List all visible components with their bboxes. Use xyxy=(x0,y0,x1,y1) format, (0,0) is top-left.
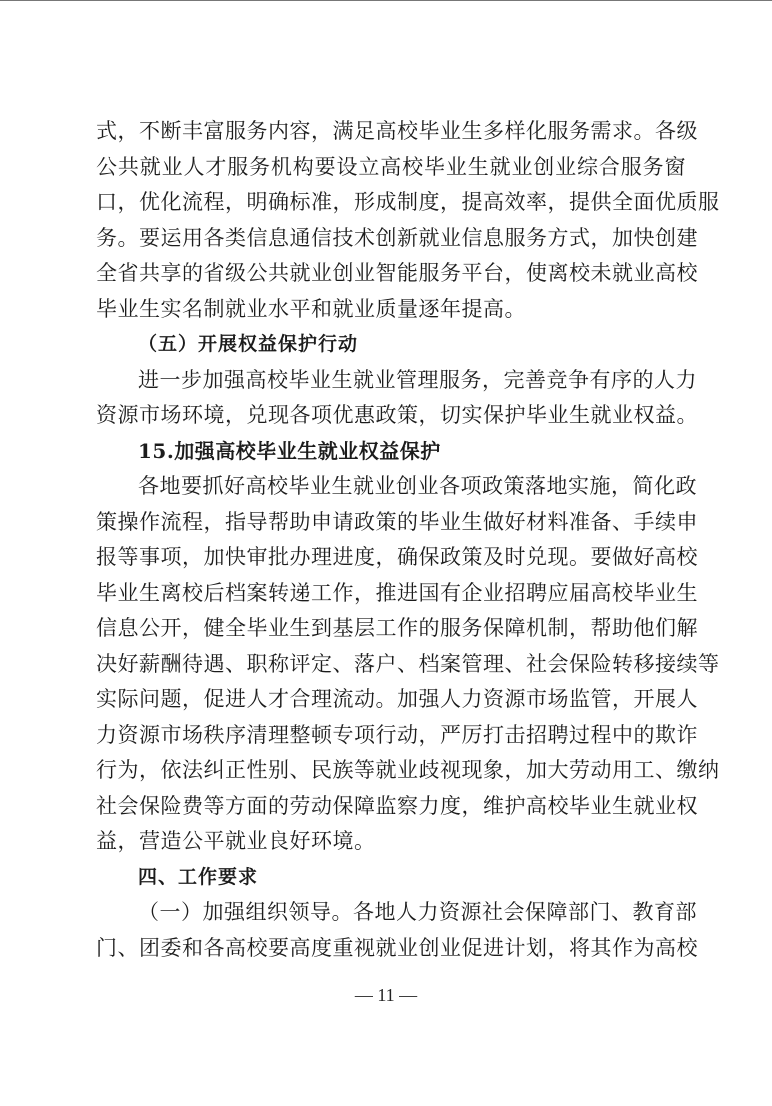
paragraph-line: 力资源市场秩序清理整顿专项行动，严厉打击招聘过程中的欺诈 xyxy=(96,722,698,747)
section-heading-work-requirements: 四、工作要求 xyxy=(138,865,259,888)
page-number: — 11 — xyxy=(354,985,418,1005)
subsection-heading-15: 15.加强高校毕业生就业权益保护 xyxy=(138,438,441,463)
paragraph-line: 策操作流程，指导帮助申请政策的毕业生做好材料准备、手续申 xyxy=(96,509,698,534)
paragraph-line: 行为，依法纠正性别、民族等就业歧视现象，加大劳动用工、缴纳 xyxy=(96,758,720,782)
paragraph-line: 式，不断丰富服务内容，满足高校毕业生多样化服务需求。各级 xyxy=(96,119,698,143)
paragraph-line: 务。要运用各类信息通信技术创新就业信息服务方式，加快创建 xyxy=(96,225,698,250)
paragraph-line: （一）加强组织领导。各地人力资源社会保障部门、教育部 xyxy=(138,900,697,924)
paragraph-line: 决好薪酬待遇、职称评定、落户、档案管理、社会保险转移接续等 xyxy=(96,651,720,676)
paragraph-line: 益，营造公平就业良好环境。 xyxy=(96,829,376,853)
paragraph-line: 门、团委和各高校要高度重视就业创业促进计划，将其作为高校 xyxy=(96,935,698,960)
paragraph-line: 报等事项，加快审批办理进度，确保政策及时兑现。要做好高校 xyxy=(96,545,698,569)
paragraph-line: 实际问题，促进人才合理流动。加强人力资源市场监管，开展人 xyxy=(96,687,698,711)
paragraph-line: 公共就业人才服务机构要设立高校毕业生就业创业综合服务窗 xyxy=(96,154,686,179)
paragraph-line: 毕业生实名制就业水平和就业质量逐年提高。 xyxy=(96,296,526,321)
section-heading-rights-protection: （五）开展权益保护行动 xyxy=(138,333,359,355)
paragraph-line: 进一步加强高校毕业生就业管理服务，完善竞争有序的人力 xyxy=(138,367,697,392)
paragraph-line: 各地要抓好高校毕业生就业创业各项政策落地实施，简化政 xyxy=(138,474,697,498)
paragraph-line: 资源市场环境，兑现各项优惠政策，切实保护毕业生就业权益。 xyxy=(96,403,698,427)
paragraph-line: 毕业生离校后档案转递工作，推进国有企业招聘应届高校毕业生 xyxy=(96,580,698,605)
paragraph-line: 信息公开，健全毕业生到基层工作的服务保障机制，帮助他们解 xyxy=(96,616,698,640)
top-border-line xyxy=(0,0,772,1)
paragraph-line: 口，优化流程，明确标准，形成制度，提高效率，提供全面优质服 xyxy=(96,190,720,214)
document-body xyxy=(96,114,720,966)
paragraph-line: 社会保险费等方面的劳动保障监察力度，维护高校毕业生就业权 xyxy=(96,793,698,818)
paragraph-line: 全省共享的省级公共就业创业智能服务平台，使离校未就业高校 xyxy=(96,261,698,285)
